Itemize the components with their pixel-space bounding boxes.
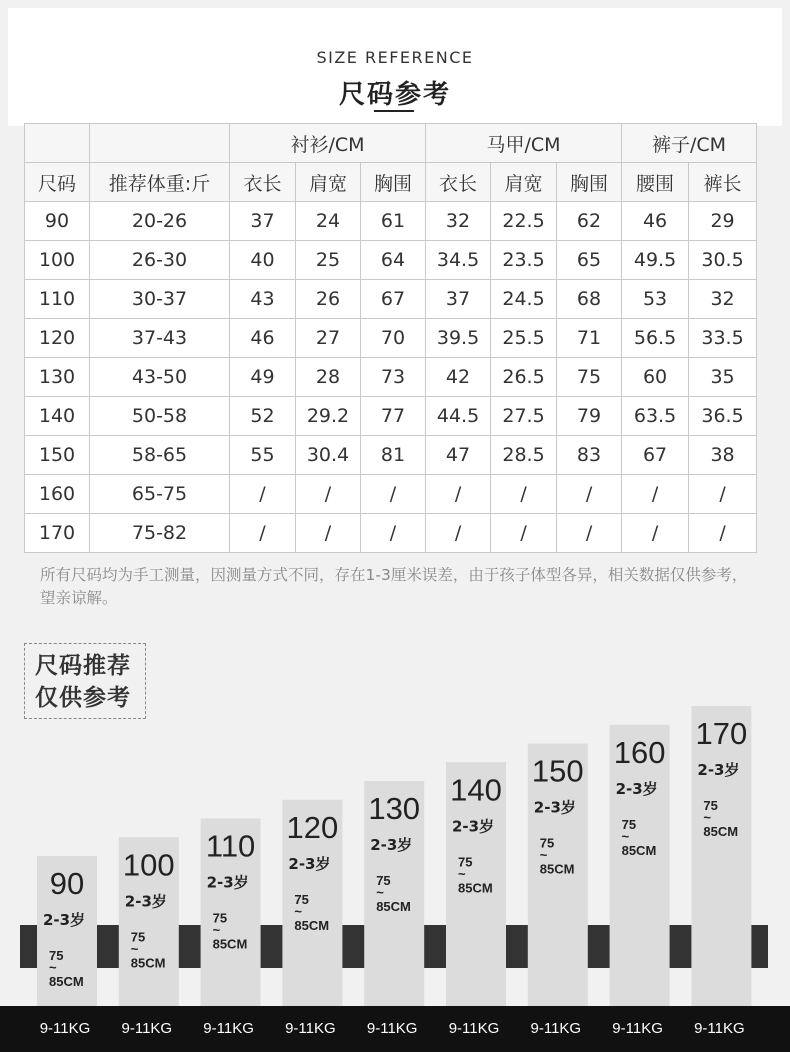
- measurement-cell: 46: [622, 202, 689, 241]
- measurement-cell: 60: [622, 358, 689, 397]
- weight-cell: 20-26: [90, 202, 230, 241]
- weight-label: 9-11KG: [39, 1020, 91, 1037]
- size-table-container: [24, 123, 756, 553]
- height-top-label: 75: [458, 854, 473, 870]
- weight-cell: 75-82: [90, 514, 230, 553]
- size-cell: 160: [25, 475, 90, 514]
- height-tilde-label: ~: [294, 903, 302, 919]
- weight-cell: 50-58: [90, 397, 230, 436]
- weight-label: 9-11KG: [530, 1020, 582, 1037]
- size-cell: 100: [25, 241, 90, 280]
- measurement-cell: /: [426, 514, 491, 553]
- height-top-label: 75: [621, 816, 637, 832]
- measurement-cell: 39.5: [426, 319, 491, 358]
- measurement-cell: 46: [230, 319, 296, 358]
- height-tilde-label: ~: [703, 810, 711, 825]
- weight-label: 9-11KG: [612, 1020, 663, 1037]
- measurement-cell: 37: [230, 202, 296, 241]
- measurement-cell: 53: [622, 280, 689, 319]
- height-bottom-label: 85CM: [130, 955, 166, 971]
- size-cell: 140: [25, 397, 90, 436]
- column-header: 衣长: [426, 163, 491, 202]
- table-row: [25, 202, 757, 241]
- height-bottom-label: 85CM: [621, 842, 657, 858]
- measurement-cell: 25.5: [491, 319, 557, 358]
- height-tilde-label: ~: [621, 828, 630, 844]
- age-label: 2-3岁: [533, 798, 576, 817]
- measurement-cell: /: [622, 475, 689, 514]
- age-label: 2-3岁: [615, 779, 658, 798]
- weight-label: 9-11KG: [366, 1020, 418, 1037]
- measurement-cell: 63.5: [622, 397, 689, 436]
- height-tilde-label: ~: [212, 922, 221, 938]
- group-header-row: [25, 124, 757, 163]
- height-tilde-label: ~: [130, 941, 139, 957]
- measurement-cell: 29.2: [296, 397, 361, 436]
- height-top-label: 75: [130, 929, 146, 945]
- measurement-cell: 28.5: [491, 436, 557, 475]
- age-label: 2-3岁: [43, 911, 86, 929]
- table-row: [25, 475, 757, 514]
- weight-cell: 58-65: [90, 436, 230, 475]
- height-top-label: 75: [376, 873, 391, 888]
- measurement-cell: 75: [557, 358, 622, 397]
- title-underline: [374, 110, 414, 112]
- group-header-blank: [25, 124, 90, 163]
- size-label: 160: [613, 734, 666, 770]
- measurement-cell: /: [361, 475, 426, 514]
- measurement-cell: /: [296, 475, 361, 514]
- weight-cell: 26-30: [90, 241, 230, 280]
- measurement-cell: 61: [361, 202, 426, 241]
- weight-label: 9-11KG: [694, 1020, 745, 1037]
- size-table: [24, 123, 757, 553]
- column-header-row: [25, 163, 757, 202]
- height-bottom-label: 85CM: [539, 861, 575, 877]
- measurement-cell: 70: [361, 319, 426, 358]
- measurement-cell: 30.4: [296, 436, 361, 475]
- measurement-cell: 26: [296, 280, 361, 319]
- age-label: 2-3岁: [370, 836, 413, 854]
- weight-cell: 37-43: [90, 319, 230, 358]
- size-cell: 120: [25, 319, 90, 358]
- weight-label: 9-11KG: [285, 1020, 336, 1037]
- measurement-cell: 71: [557, 319, 622, 358]
- measurement-cell: /: [557, 514, 622, 553]
- height-bottom-label: 85CM: [212, 936, 248, 952]
- table-row: [25, 319, 757, 358]
- measurement-cell: 67: [622, 436, 689, 475]
- measurement-cell: 22.5: [491, 202, 557, 241]
- height-tilde-label: ~: [49, 960, 57, 975]
- measurement-cell: 38: [689, 436, 757, 475]
- column-header: 肩宽: [491, 163, 557, 202]
- table-row: [25, 436, 757, 475]
- age-label: 2-3岁: [206, 873, 249, 892]
- measurement-cell: 47: [426, 436, 491, 475]
- weight-cell: 30-37: [90, 280, 230, 319]
- badge-line-1: 尺码推荐: [35, 653, 131, 679]
- size-cell: 130: [25, 358, 90, 397]
- height-top-label: 75: [212, 910, 228, 926]
- measurement-cell: /: [361, 514, 426, 553]
- column-header: 胸围: [557, 163, 622, 202]
- measurement-cell: 43: [230, 280, 296, 319]
- measurement-cell: 79: [557, 397, 622, 436]
- height-tilde-label: ~: [539, 847, 548, 863]
- measurement-cell: 33.5: [689, 319, 757, 358]
- measurement-cell: /: [426, 475, 491, 514]
- measurement-cell: 62: [557, 202, 622, 241]
- size-label: 150: [531, 753, 584, 789]
- measurement-cell: 83: [557, 436, 622, 475]
- table-row: [25, 514, 757, 553]
- measurement-cell: 36.5: [689, 397, 757, 436]
- group-header-shirt: 衬衫/CM: [230, 124, 426, 163]
- height-tilde-label: ~: [458, 866, 466, 882]
- measurement-cell: /: [230, 475, 296, 514]
- measurement-cell: 29: [689, 202, 757, 241]
- measurement-cell: 26.5: [491, 358, 557, 397]
- height-bottom-label: 85CM: [458, 880, 493, 896]
- measurement-cell: 65: [557, 241, 622, 280]
- column-header: 尺码: [25, 163, 90, 202]
- size-cell: 170: [25, 514, 90, 553]
- measurement-cell: 25: [296, 241, 361, 280]
- height-tilde-label: ~: [376, 885, 384, 900]
- measurement-cell: 42: [426, 358, 491, 397]
- weight-label: 9-11KG: [448, 1020, 500, 1037]
- measurement-cell: 81: [361, 436, 426, 475]
- measurement-cell: 23.5: [491, 241, 557, 280]
- measurement-cell: 64: [361, 241, 426, 280]
- measurement-cell: 27.5: [491, 397, 557, 436]
- badge-line-2: 仅供参考: [35, 685, 131, 711]
- measurement-cell: 28: [296, 358, 361, 397]
- measurement-cell: 37: [426, 280, 491, 319]
- height-bottom-label: 85CM: [294, 917, 330, 933]
- size-height-chart: [0, 690, 790, 1052]
- measurement-cell: /: [491, 475, 557, 514]
- age-label: 2-3岁: [288, 854, 331, 873]
- size-cell: 110: [25, 280, 90, 319]
- height-bottom-label: 85CM: [703, 824, 739, 839]
- size-label: 90: [49, 866, 85, 901]
- height-bottom-label: 85CM: [49, 974, 84, 989]
- measurement-cell: 32: [689, 280, 757, 319]
- column-header: 胸围: [361, 163, 426, 202]
- height-top-label: 75: [703, 798, 718, 813]
- measurement-cell: /: [491, 514, 557, 553]
- table-row: [25, 358, 757, 397]
- measurement-cell: /: [557, 475, 622, 514]
- size-chart-svg: [0, 690, 790, 1052]
- measurement-cell: 34.5: [426, 241, 491, 280]
- group-header-pants: 裤子/CM: [622, 124, 757, 163]
- height-bottom-label: 85CM: [376, 899, 411, 914]
- measurement-cell: 30.5: [689, 241, 757, 280]
- measurement-cell: 52: [230, 397, 296, 436]
- weight-label: 9-11KG: [121, 1020, 173, 1037]
- subtitle-english: SIZE REFERENCE: [316, 48, 474, 67]
- measurement-cell: /: [622, 514, 689, 553]
- size-cell: 90: [25, 202, 90, 241]
- measurement-cell: 44.5: [426, 397, 491, 436]
- measurement-cell: 73: [361, 358, 426, 397]
- measurement-cell: /: [230, 514, 296, 553]
- measurement-cell: 55: [230, 436, 296, 475]
- measurement-cell: 49: [230, 358, 296, 397]
- size-label: 120: [286, 809, 339, 845]
- table-row: [25, 280, 757, 319]
- page-title: 尺码参考: [338, 80, 451, 110]
- measurement-cell: 32: [426, 202, 491, 241]
- size-bar: [691, 706, 751, 1006]
- age-label: 2-3岁: [124, 892, 167, 911]
- measurement-cell: 77: [361, 397, 426, 436]
- size-label: 170: [695, 716, 748, 751]
- group-header-blank: [90, 124, 230, 163]
- column-header: 裤长: [689, 163, 757, 202]
- measurement-cell: 35: [689, 358, 757, 397]
- measurement-cell: 24: [296, 202, 361, 241]
- weight-label: 9-11KG: [203, 1020, 254, 1037]
- size-label: 100: [122, 847, 175, 883]
- measurement-cell: 40: [230, 241, 296, 280]
- column-header: 腰围: [622, 163, 689, 202]
- column-header: 推荐体重:斤: [90, 163, 230, 202]
- measurement-cell: 49.5: [622, 241, 689, 280]
- column-header: 衣长: [230, 163, 296, 202]
- weight-cell: 65-75: [90, 475, 230, 514]
- measurement-cell: 67: [361, 280, 426, 319]
- measurement-cell: 24.5: [491, 280, 557, 319]
- weight-cell: 43-50: [90, 358, 230, 397]
- table-row: [25, 241, 757, 280]
- group-header-vest: 马甲/CM: [426, 124, 622, 163]
- size-cell: 150: [25, 436, 90, 475]
- height-top-label: 75: [539, 835, 555, 851]
- age-label: 2-3岁: [452, 817, 495, 836]
- measurement-cell: /: [296, 514, 361, 553]
- age-label: 2-3岁: [697, 761, 740, 779]
- height-top-label: 75: [49, 948, 64, 963]
- size-label: 130: [368, 791, 421, 826]
- measurement-cell: 27: [296, 319, 361, 358]
- size-label: 140: [450, 772, 502, 808]
- measurement-cell: 56.5: [622, 319, 689, 358]
- measurement-cell: /: [689, 514, 757, 553]
- table-row: [25, 397, 757, 436]
- measurement-note: 所有尺码均为手工测量，因测量方式不同，存在1-3厘米误差，由于孩子体型各异，相关数据仅供参考，望亲谅解。: [40, 566, 748, 607]
- column-header: 肩宽: [296, 163, 361, 202]
- measurement-cell: /: [689, 475, 757, 514]
- measurement-cell: 68: [557, 280, 622, 319]
- size-label: 110: [205, 828, 256, 864]
- height-top-label: 75: [294, 891, 309, 907]
